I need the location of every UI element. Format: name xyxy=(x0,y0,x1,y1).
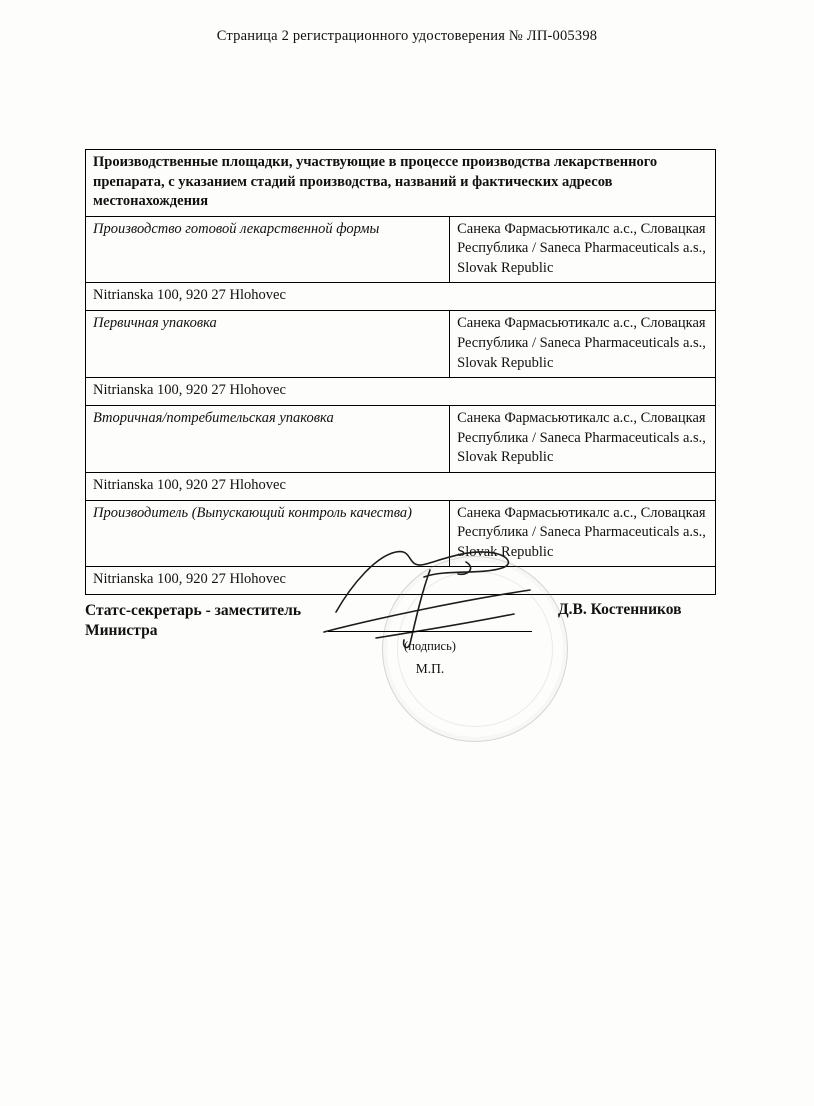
stamp-place-label: М.П. xyxy=(415,661,445,676)
table-row xyxy=(86,378,716,406)
stage-label: Вторичная/потребительская упаковка xyxy=(86,406,450,473)
address-value: Nitrianska 100, 920 27 Hlohovec xyxy=(86,567,716,595)
table-row xyxy=(86,283,716,311)
manufacturer-value: Санека Фармасьютикалс а.с., Словацкая Республика / Saneca Pharmaceuticals a.s., Slovak Republic xyxy=(450,500,716,567)
stage-label: Производство готовой лекарственной формы xyxy=(86,216,450,283)
table-title: Производственные площадки, участвующие в процессе производства лекарственного препарата, с указанием стадий производства, названий и фактических адресов местонахождения xyxy=(86,150,716,217)
table-row xyxy=(86,472,716,500)
manufacturer-value: Санека Фармасьютикалс а.с., Словацкая Республика / Saneca Pharmaceuticals a.s., Slovak Republic xyxy=(450,216,716,283)
signature-line xyxy=(328,631,532,632)
signature-icon xyxy=(318,540,558,652)
table-row xyxy=(86,311,716,378)
table-row xyxy=(86,406,716,473)
signature-caption: (подпись) xyxy=(404,639,456,653)
stage-label: Первичная упаковка xyxy=(86,311,450,378)
production-sites-table xyxy=(85,149,716,595)
manufacturer-value: Санека Фармасьютикалс а.с., Словацкая Республика / Saneca Pharmaceuticals a.s., Slovak Republic xyxy=(450,406,716,473)
address-value: Nitrianska 100, 920 27 Hlohovec xyxy=(86,378,716,406)
table-row xyxy=(86,216,716,283)
page-header: Страница 2 регистрационного удостоверения № ЛП-005398 xyxy=(216,28,598,44)
address-value: Nitrianska 100, 920 27 Hlohovec xyxy=(86,472,716,500)
stage-label: Производитель (Выпускающий контроль качества) xyxy=(86,500,450,567)
manufacturer-value: Санека Фармасьютикалс а.с., Словацкая Республика / Saneca Pharmaceuticals a.s., Slovak Republic xyxy=(450,311,716,378)
signatory-name: Д.В. Костенников xyxy=(558,601,682,618)
table-title-row xyxy=(86,150,716,217)
address-value: Nitrianska 100, 920 27 Hlohovec xyxy=(86,283,716,311)
signatory-title: Статс-секретарь - заместитель Министра xyxy=(85,602,302,640)
